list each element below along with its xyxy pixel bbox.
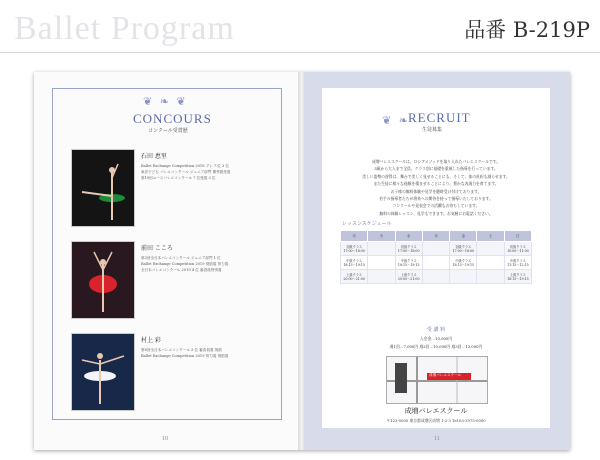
- table-header-cell: 火: [368, 231, 395, 242]
- access-map: [386, 356, 488, 404]
- table-cell: [368, 242, 395, 256]
- table-cell: 中級クラス 18:15〜19:15: [450, 256, 477, 270]
- table-cell: [477, 256, 504, 270]
- fee-title: 受 講 料: [426, 327, 446, 333]
- table-cell: 初級クラス 17:00〜18:00: [450, 242, 477, 256]
- dancer-photo-2: [71, 241, 135, 319]
- dancer-photo-1: [71, 149, 135, 227]
- concours-title: CONCOURS: [133, 111, 212, 126]
- table-row: [341, 270, 532, 284]
- dancer-name-1: 石田 恵里: [141, 153, 167, 160]
- table-row: [341, 242, 532, 256]
- table-cell: 中級クラス 18:15〜19:15: [341, 256, 368, 270]
- dancer-photo-3: [71, 333, 135, 411]
- recruit-subtitle: 生徒募集: [422, 127, 443, 133]
- table-cell: [368, 256, 395, 270]
- catalog-title: Ballet Program: [14, 10, 235, 47]
- dancer-awards-2: 第3回全日本バレエコンクール ジュニア部門 1 位 Ballet Exchange Competition 2019 奨励賞 努力賞 全日本バレエコンクール 2019 4 位 審査員特別賞: [141, 256, 229, 272]
- ornament-icon: ❦ ❧: [382, 114, 410, 127]
- table-cell: 上級クラス 20:00〜21:00: [341, 270, 368, 284]
- table-cell: [450, 270, 477, 284]
- table-cell: [422, 242, 449, 256]
- dancer-awards-3: 第8回全日本バレエコンクール 3 位 審査員賞 奨励 Ballet Exchange Competition 2019 努力賞 奨励賞: [141, 348, 229, 358]
- table-header-row: [341, 231, 532, 242]
- table-header-cell: 金: [450, 231, 477, 242]
- table-cell: [477, 270, 504, 284]
- page-number-right: 11: [434, 436, 440, 442]
- left-page-frame: [52, 88, 282, 420]
- table-cell: 初級クラス 10:00〜11:00: [504, 242, 531, 256]
- dancer-name-2: 前田 こころ: [141, 245, 173, 252]
- table-cell: 中級クラス 18:15〜19:15: [395, 256, 422, 270]
- lesson-schedule-table: [340, 230, 532, 284]
- table-header-cell: 月: [341, 231, 368, 242]
- table-header-cell: 木: [422, 231, 449, 242]
- right-page-panel: [322, 88, 550, 428]
- table-header-cell: 土: [477, 231, 504, 242]
- table-cell: 初級クラス 17:00〜18:00: [341, 242, 368, 256]
- table-cell: 初級クラス 17:00〜18:00: [395, 242, 422, 256]
- ornament-icon: ❦ ❧ ❦: [143, 95, 188, 108]
- recruit-paragraph: 成増バレエスクールは、ロシアメソッドを取り入れたバレエスクールです。 3歳から大人まで全員、クラス別に基礎を重視した指導を行っています。 美しい姿勢の習得は、舞台で美しく見せることにも、そして、体の負担も減らせます。 また生徒に様々な経験を積ませることにより、豊かな表現力を育てます。 お子様の無料体験や見学を随時受け付けております。 若手の指導者たちが将来への期待を持って指導いたしております。 コンクールや発表会での活躍もお待ちしています。 無料の体験レッスン、見学もできます。お気軽にお電話ください。: [362, 159, 510, 216]
- schedule-title: レッスンスケジュール: [342, 221, 392, 227]
- table-header-cell: 日: [504, 231, 531, 242]
- right-page: [304, 72, 570, 450]
- dancer-name-3: 村上 彩: [141, 337, 161, 344]
- table-cell: [477, 242, 504, 256]
- studio-name: 成増バレエスクール: [404, 407, 468, 415]
- table-cell: 上級クラス 20:00〜21:00: [395, 270, 422, 284]
- page-number-left: 10: [162, 436, 168, 442]
- table-cell: [422, 270, 449, 284]
- table-cell: [422, 256, 449, 270]
- map-studio-label: 成増バレエスクール: [429, 373, 462, 377]
- header-divider: [0, 52, 600, 53]
- brochure-spread: [34, 72, 570, 450]
- product-code: 品番 B-219P: [464, 18, 590, 42]
- fee-entrance: 入会金…10,000円: [419, 336, 453, 341]
- table-row: [341, 256, 532, 270]
- recruit-title: RECRUIT: [408, 110, 471, 125]
- table-cell: 中級クラス 11:15〜12:15: [504, 256, 531, 270]
- fee-monthly: 週1回…7,000円 週2回…10,000円 週3回…13,000円: [389, 344, 483, 349]
- table-header-cell: 水: [395, 231, 422, 242]
- left-page: [34, 72, 300, 450]
- concours-subtitle: コンクール受賞歴: [148, 128, 188, 134]
- dancer-awards-1: Ballet Exchange Competition 2018 プレ 7 位 3 位 東洋子ども バレエコンクール ジュニア部門 優秀賞受賞 第10回ユースバレエコンクール 7 位受賞 3 位: [141, 164, 231, 180]
- table-cell: 上級クラス 18:15〜19:15: [504, 270, 531, 284]
- table-cell: [368, 270, 395, 284]
- studio-address: 〒123-0000 東京都成増区成増 1-2-3 Tel.03-2975-0000: [386, 418, 486, 423]
